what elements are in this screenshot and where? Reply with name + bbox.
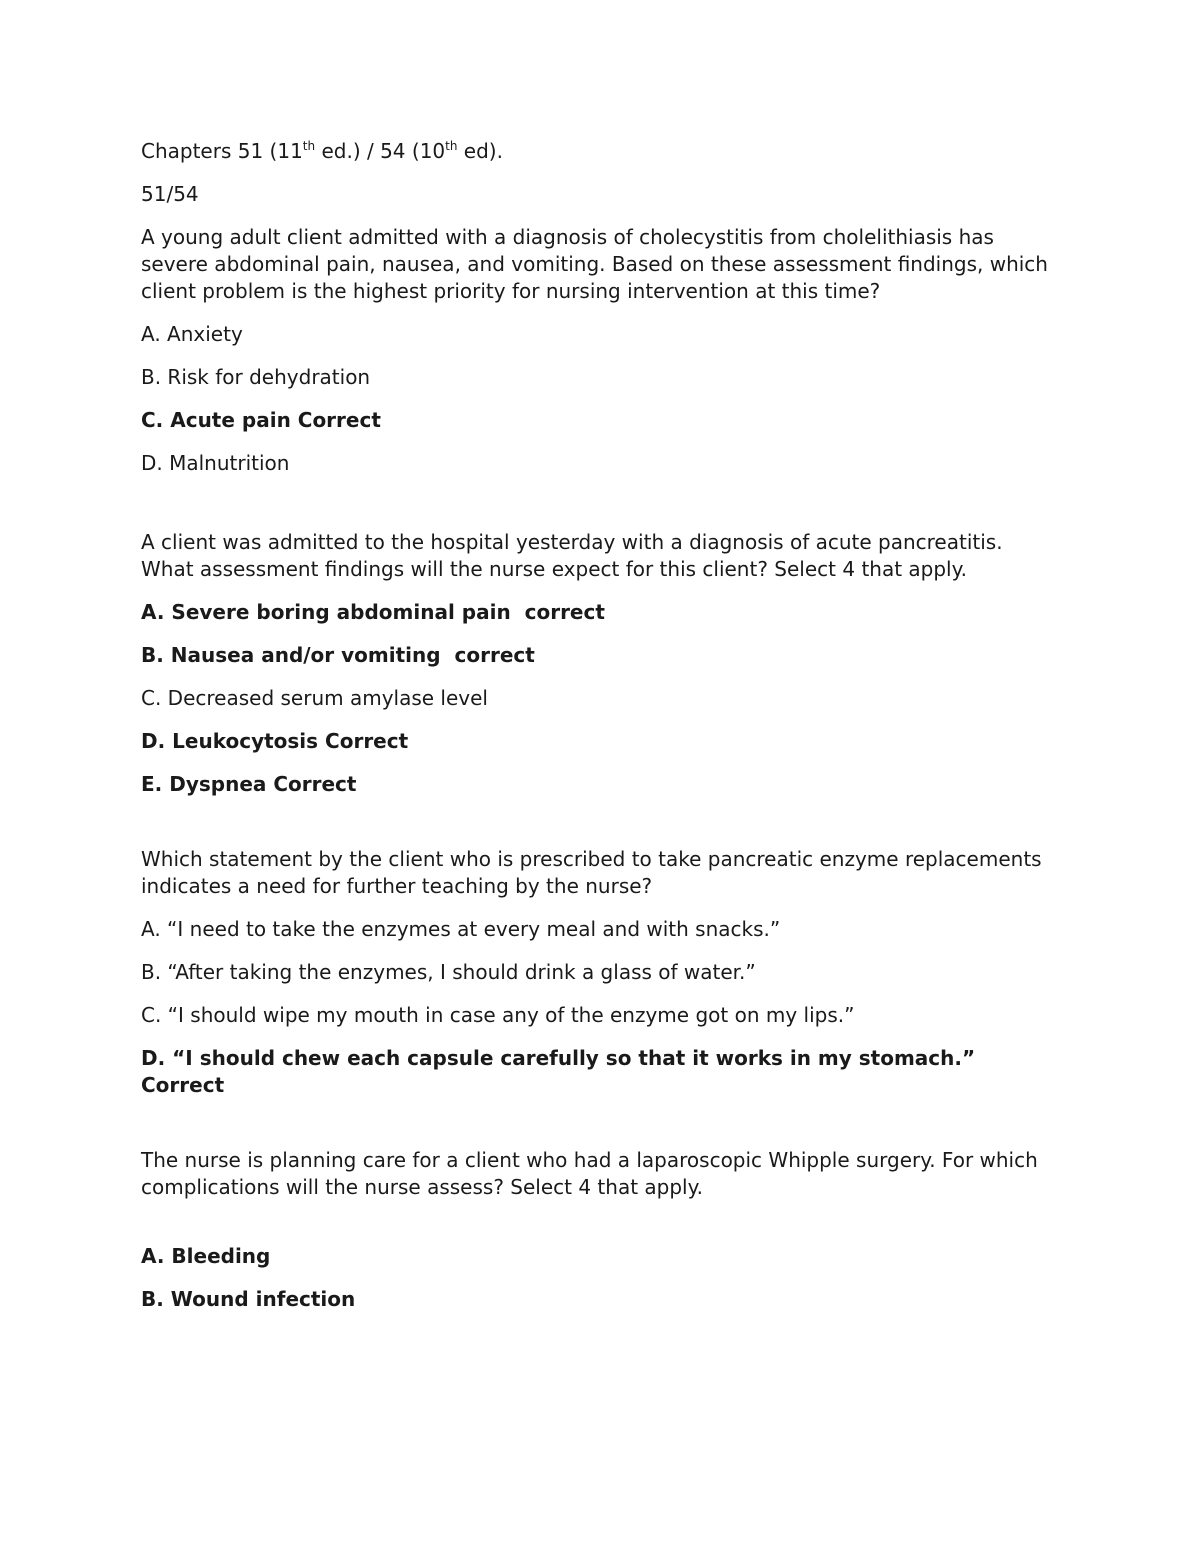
answer-option: B. Risk for dehydration: [141, 365, 371, 389]
answer-option: A. “I need to take the enzymes at every meal and with snacks.”: [141, 917, 781, 941]
question-stem: The nurse is planning care for a client who had a laparoscopic Whipple surgery. For which complications will the nurse assess? Select 4 that apply.: [141, 1148, 1045, 1199]
question-block-2: [141, 529, 1061, 798]
question-block-1: [141, 224, 1061, 477]
question-block-3: [141, 846, 1061, 1099]
answer-option: A. Anxiety: [141, 322, 243, 346]
answer-option-correct: A. Severe boring abdominal pain correct: [141, 600, 605, 624]
answer-option: C. “I should wipe my mouth in case any of the enzyme got on my lips.”: [141, 1003, 855, 1027]
question-stem: A young adult client admitted with a diagnosis of cholecystitis from cholelithiasis has severe abdominal pain, nausea, and vomiting. Based on these assessment findings, which client problem is the highest priority for nursing intervention at this time?: [141, 225, 1055, 303]
answer-option: D. Malnutrition: [141, 451, 290, 475]
question-stem: A client was admitted to the hospital yesterday with a diagnosis of acute pancreatitis. What assessment findings will the nurse expect for this client? Select 4 that apply.: [141, 530, 1009, 581]
answer-options-group: [141, 1243, 1061, 1313]
answer-option-correct: C. Acute pain Correct: [141, 408, 381, 432]
document-page: [141, 138, 1061, 1329]
chapter-reference: 51/54: [141, 182, 199, 206]
question-block-4: [141, 1147, 1061, 1313]
answer-option-correct: D. Leukocytosis Correct: [141, 729, 409, 753]
answer-option-correct: D. “I should chew each capsule carefully so that it works in my stomach.” Correct: [141, 1046, 983, 1097]
answer-option-correct: E. Dyspnea Correct: [141, 772, 357, 796]
answer-option-correct: B. Wound infection: [141, 1287, 356, 1311]
answer-option: C. Decreased serum amylase level: [141, 686, 488, 710]
answer-option-correct: B. Nausea and/or vomiting correct: [141, 643, 535, 667]
answer-option: B. “After taking the enzymes, I should drink a glass of water.”: [141, 960, 756, 984]
chapter-heading: Chapters 51 (11th ed.) / 54 (10th ed).: [141, 139, 503, 163]
question-stem: Which statement by the client who is prescribed to take pancreatic enzyme replacements indicates a need for further teaching by the nurse?: [141, 847, 1048, 898]
answer-option-correct: A. Bleeding: [141, 1244, 271, 1268]
